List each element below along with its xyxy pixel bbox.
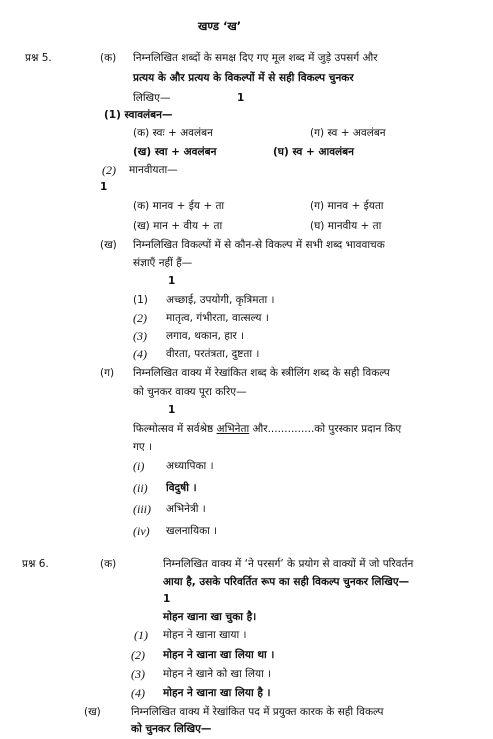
q6-ka-sentence: मोहन खाना खा चुका है। <box>163 611 257 623</box>
q5-kha-option-3-number: (3) <box>133 329 147 343</box>
q5-kha-line1: निम्नलिखित विकल्पों में से कौन-से विकल्प में सभी शब्द भाववाचक <box>133 239 385 251</box>
q5-sub2-number: (2) <box>102 163 116 177</box>
q5-ga-option-iv-number: (iv) <box>133 524 150 538</box>
q6-ka-option-4-number: (4) <box>131 686 145 700</box>
q5-kha-option-4-number: (4) <box>133 347 147 361</box>
q5-ka-line2: प्रत्यय के और प्रत्यय के विकल्पों में से सही विकल्प चुनकर <box>133 72 354 84</box>
q5-sub2-option-d: (घ) मानवीय + ता <box>310 220 382 232</box>
q6-ka-line2: आया है, उसके परिवर्तित रूप का सही विकल्प चुनकर लिखिए— <box>163 576 410 588</box>
q5-kha-marker: (ख) <box>100 239 117 251</box>
q6-ka-line1: निम्नलिखित वाक्य में ‘ने परसर्ग’ के प्रयोग से वाक्यों में जो परिवर्तन <box>163 558 414 570</box>
q5-sub2-option-c: (ग) मानव + ईयता <box>310 200 384 212</box>
q5-ga-marks: 1 <box>168 404 176 416</box>
section-title: खण्ड ‘ख’ <box>198 19 242 33</box>
q6-kha-marker: (ख) <box>84 706 101 718</box>
q5-ga-option-i-text: अध्यापिका । <box>166 460 214 472</box>
q5-ga-sentence-line2: गए । <box>133 441 153 453</box>
q5-ga-option-iv-text: खलनायिका । <box>166 525 218 537</box>
q6-ka-option-1-text: मोहन ने खाना खाया । <box>163 629 247 641</box>
q5-ka-marker: (क) <box>100 52 117 64</box>
q5-ga-underlined-word: अभिनेता <box>216 423 250 435</box>
q5-ga-sentence <box>133 422 401 436</box>
q5-sub1-option-b: (ख) स्वा + अवलंबन <box>133 146 217 158</box>
q6-ka-option-3-text: मोहन ने खाने को खा लिया । <box>163 668 272 680</box>
q6-ka-marker: (क) <box>100 558 117 570</box>
q5-sub1-option-c: (ग) स्व + अवलंबन <box>310 127 386 139</box>
q6-kha-line1: निम्नलिखित वाक्य में रेखांकित पद में प्रयुक्त कारक के सही विकल्प <box>131 706 384 718</box>
q6-ka-option-3-number: (3) <box>131 667 145 681</box>
q5-sub1-heading: (1) स्वावलंबन— <box>104 109 173 121</box>
q5-ga-option-ii-number: (ii) <box>133 481 148 495</box>
q5-kha-option-1-number: (1) <box>133 294 148 306</box>
q6-ka-option-1-number: (1) <box>134 628 148 642</box>
q5-ga-sentence-pre: फिल्मोत्सव में सर्वश्रेष्ठ <box>133 423 217 435</box>
q5-sub2-option-a: (क) मानव + ईय + ता <box>133 200 225 212</box>
q5-sub1-option-d: (घ) स्व + आवलंबन <box>273 146 355 158</box>
q5-ga-marker: (ग) <box>100 367 115 379</box>
q5-kha-line2: संज्ञाएँ नहीं हैं— <box>133 257 193 269</box>
q5-sub2-word: मानवीयता— <box>129 164 178 176</box>
q5-ka-line1: निम्नलिखित शब्दों के समक्ष दिए गए मूल शब्द में जुड़े उपसर्ग और <box>133 52 378 64</box>
q5-ga-line1: निम्नलिखित वाक्य में रेखांकित शब्द के स्त्रीलिंग शब्द के सही विकल्प <box>133 367 390 379</box>
q5-kha-option-2-text: मातृत्व, गंभीरता, वात्सल्य । <box>166 312 269 324</box>
q5-sub2-option-b: (ख) मान + वीय + ता <box>133 220 223 232</box>
q5-ga-line2: को चुनकर वाक्य पूरा करिए— <box>133 386 247 398</box>
q5-ga-option-i-number: (i) <box>133 459 145 473</box>
q5-kha-option-1-text: अच्छाई, उपयोगी, कृत्रिमता । <box>166 294 275 306</box>
q5-ga-sentence-post: और..............को पुरस्कार प्रदान किए <box>249 423 402 435</box>
q5-sub1-option-a: (क) स्वः + अवलंबन <box>133 127 213 139</box>
q5-ka-marks: 1 <box>237 92 245 104</box>
question-6-label: प्रश्न 6. <box>22 558 49 570</box>
q6-ka-option-2-text: मोहन ने खाना खा लिया था । <box>163 649 275 661</box>
q5-kha-option-2-number: (2) <box>133 311 147 325</box>
q6-ka-option-4-text: मोहन ने खाना खा लिया है । <box>163 687 271 699</box>
q5-kha-marks: 1 <box>168 275 176 287</box>
q6-ka-option-2-number: (2) <box>131 648 145 662</box>
q5-sub2-marks: 1 <box>100 181 108 193</box>
q5-ga-option-ii-text: विदुषी । <box>166 482 197 494</box>
q6-kha-line2: को चुनकर लिखिए— <box>131 723 212 735</box>
q5-ga-option-iii-text: अभिनेत्री । <box>166 503 206 515</box>
q5-kha-option-3-text: लगाव, थकान, हार । <box>166 330 245 342</box>
q5-ka-line3: लिखिए— <box>133 92 171 104</box>
question-5-label: प्रश्न 5. <box>25 52 52 64</box>
q5-ga-option-iii-number: (iii) <box>133 502 151 516</box>
q5-kha-option-4-text: वीरता, परतंत्रता, दुष्टता । <box>166 348 260 360</box>
q6-ka-marks: 1 <box>163 593 171 605</box>
